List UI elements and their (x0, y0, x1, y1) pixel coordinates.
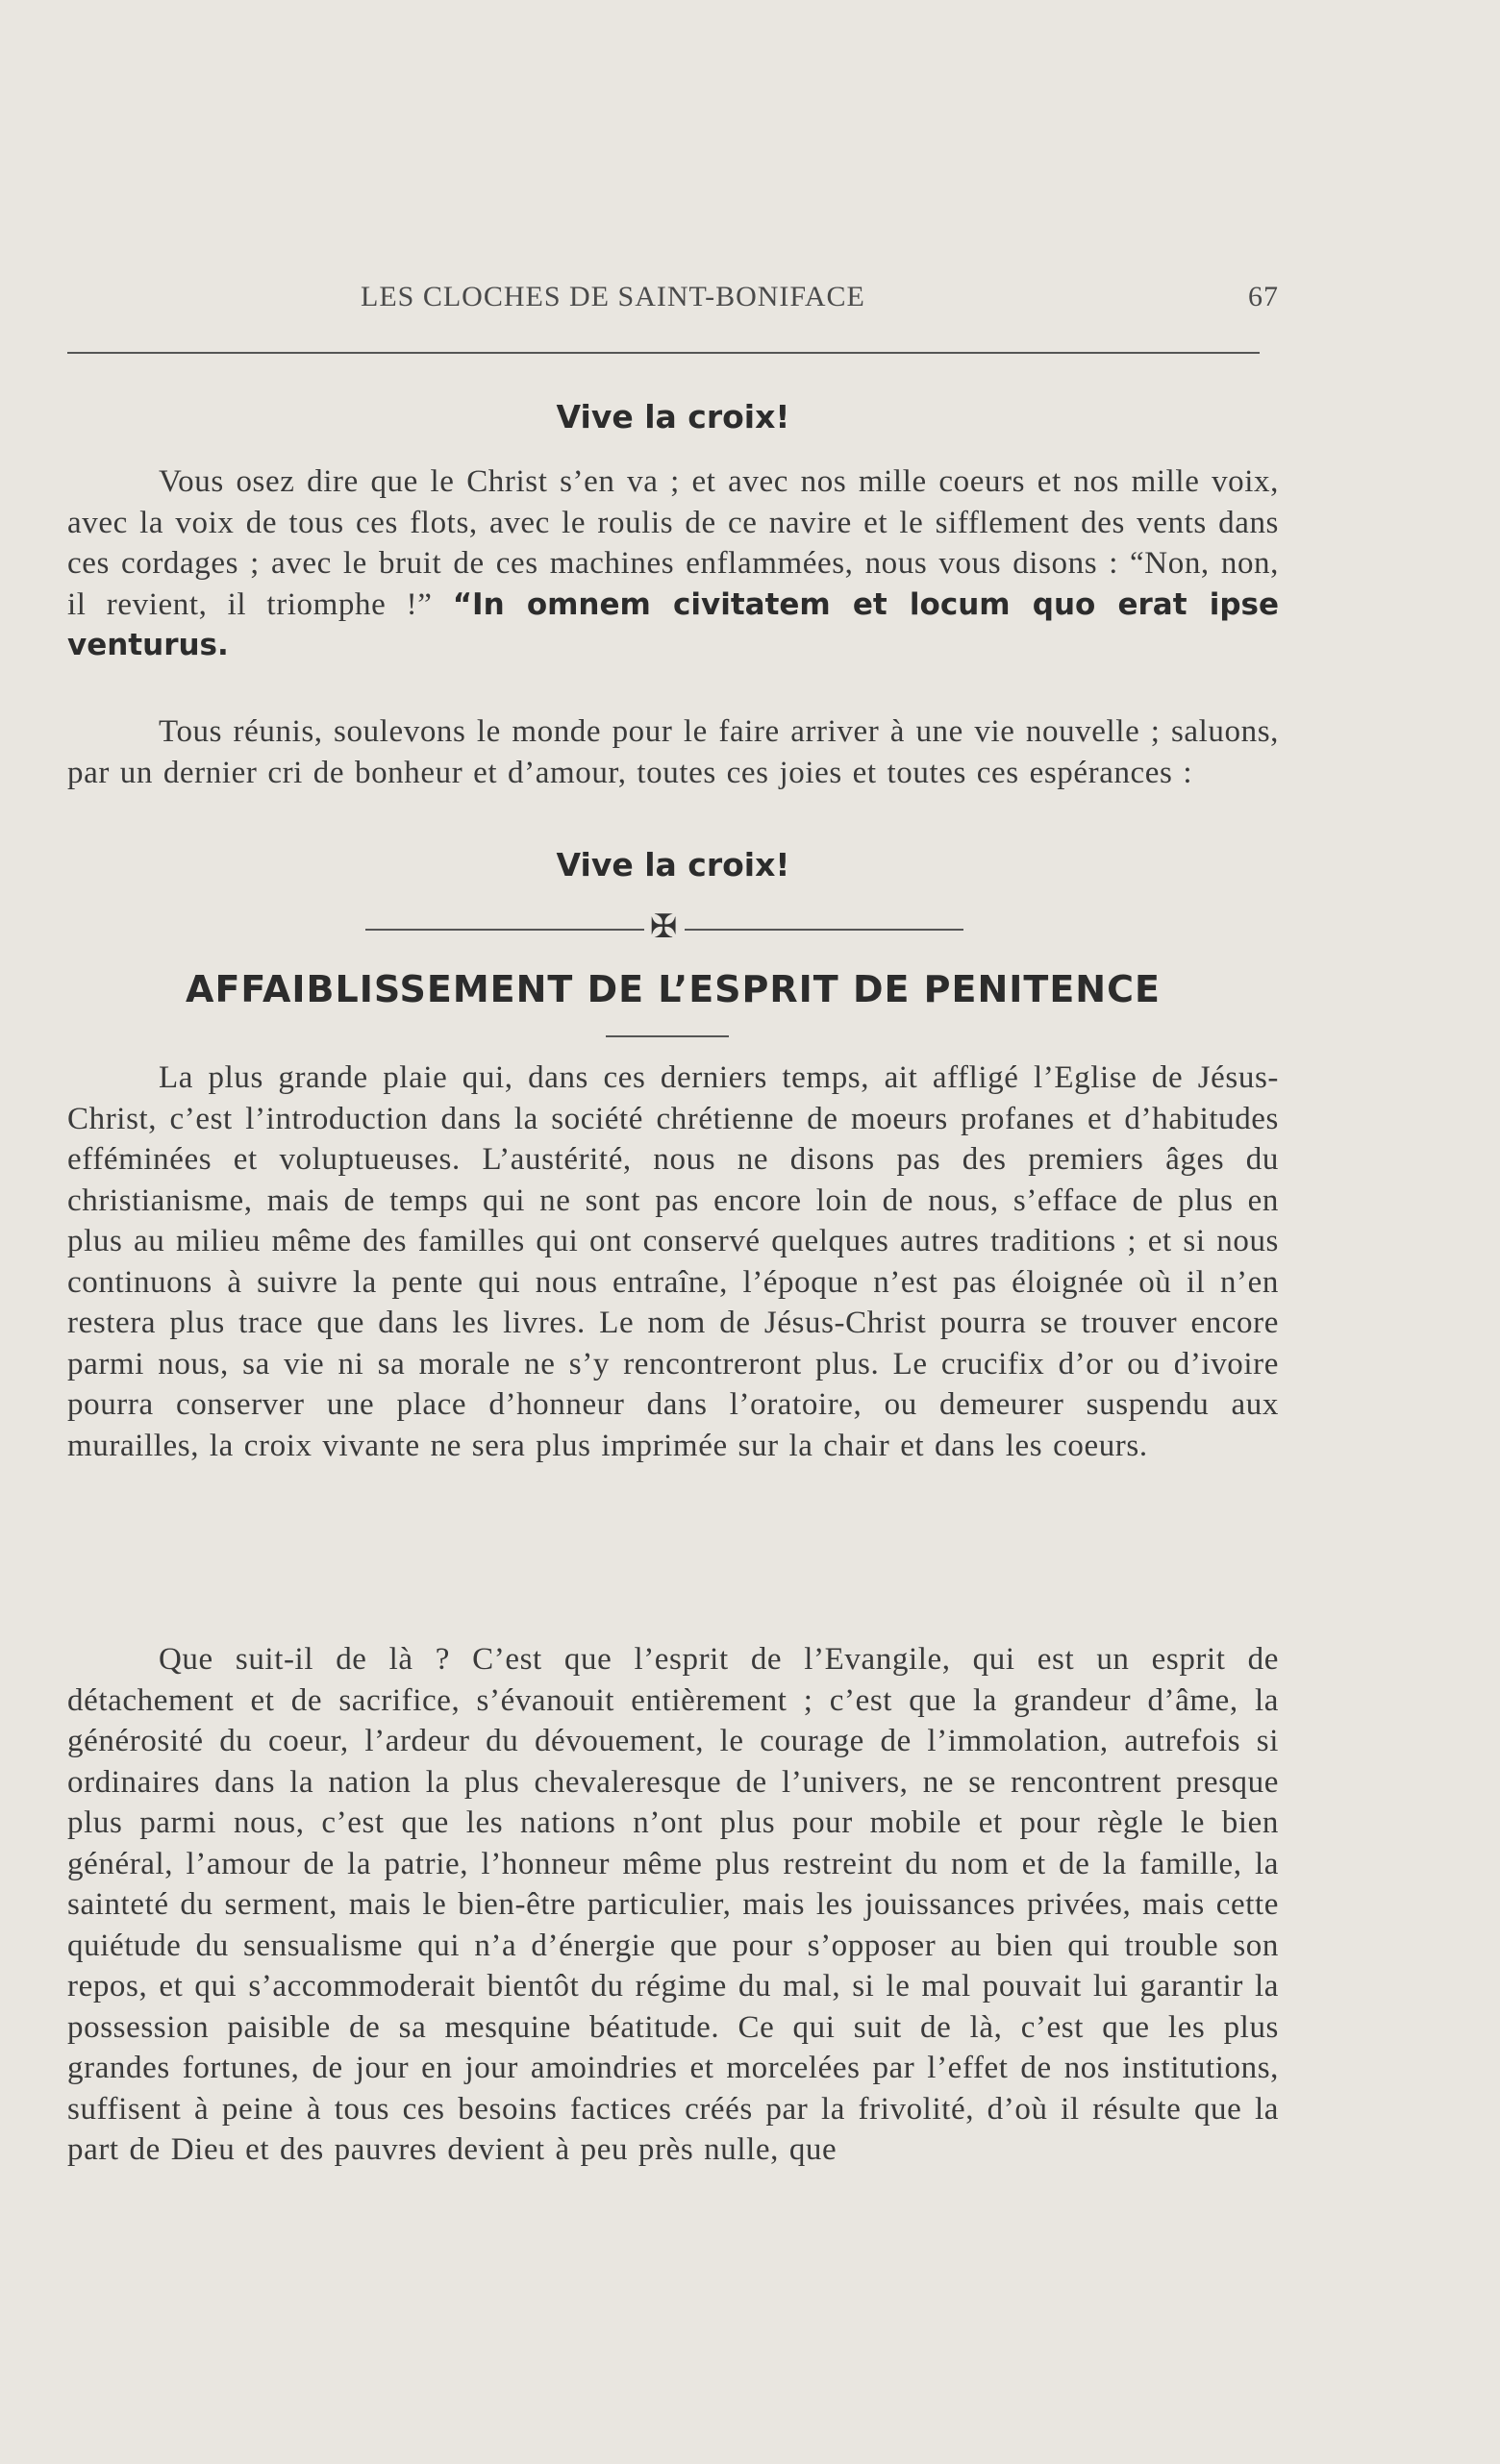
section-title: AFFAIBLISSEMENT DE L’ESPRIT DE PENITENCE (186, 968, 1161, 1010)
paragraph-vous-osez-text: Vous osez dire que le Christ s’en va ; et avec nos mille coeurs et nos mille voix, avec la voix de tous ces flots, avec le roulis de ce navire et le sifflement des vents dans ces cordages ; avec le bruit de ces machines enflammées, nous vous disons : “Non, non, il revient, il triomphe !” (67, 464, 1279, 622)
book-page (67, 0, 1279, 2464)
section-heading-vive-la-croix: Vive la croix! (556, 398, 790, 436)
header-rule (67, 352, 1260, 354)
closing-vive-la-croix: Vive la croix! (556, 846, 790, 884)
paragraph-que-suit-il: Que suit-il de là ? C’est que l’esprit de l’Evangile, qui est un esprit de détachement et de sacrifice, s’évanouit entièrement ; c’est que la grandeur d’âme, la générosité du coeur, l’ardeur du dévouement, le courage de l’immolation, autrefois si ordinaires dans la nation la plus chevaleresque de l’univers, ne se rencontrent presque plus parmi nous, c’est que les nations n’ont plus pour mobile et pour règle le bien général, l’amour de la patrie, l’honneur même plus restreint du nom et de la famille, la sainteté du serment, mais le bien-être particulier, mais les jouissances privées, mais cette quiétude du sensualisme qui n’a d’énergie que pour s’opposer au bien qui trouble son repos, et qui s’accommoderait bientôt du régime du mal, si le mal pouvait lui garantir la possession paisible de sa mesquine béatitude. Ce qui suit de là, c’est que les plus grandes fortunes, de jour en jour amoindries et morcelées par l’effet de nos institutions, suffisent à peine à tous ces besoins factices créés par la frivolité, d’où il résulte que la part de Dieu et des pauvres devient à peu près nulle, que (67, 1642, 1279, 2167)
running-title: LES CLOCHES DE SAINT-BONIFACE (361, 281, 865, 312)
paragraph-vous-osez (67, 461, 1279, 666)
latin-quotation: “In omnem civitatem et locum quo erat ipse venturus. (67, 586, 1280, 662)
running-header (67, 281, 1279, 319)
paragraph-la-plus-grande-plaie: La plus grande plaie qui, dans ces derniers temps, ait affligé l’Eglise de Jésus-Christ, c’est l’introduction dans la société chrétienne de moeurs profanes et d’habitudes efféminées et voluptueuses. L’austérité, nous ne disons pas des premiers âges du christianisme, mais de temps qui ne sont pas encore loin de nous, s’efface de plus en plus au milieu même des familles qui ont conservé quelques autres traditions ; et si nous continuons à suivre la pente qui nous entraîne, l’époque n’est pas éloignée où il n’en restera plus trace que dans les livres. Le nom de Jésus-Christ pourra se trouver encore parmi nous, sa vie ni sa morale ne s’y rencontreront plus. Le crucifix d’or ou d’ivoire pourra conserver une place d’honneur dans l’oratoire, ou demeurer suspendu aux murailles, la croix vivante ne sera plus imprimée sur la chair et dans les coeurs. (67, 1060, 1279, 1463)
page-number: 67 (1248, 281, 1279, 312)
ornament-line-right (685, 929, 963, 931)
maltese-cross-icon: ✠ (649, 908, 678, 946)
section-title-rule (606, 1035, 729, 1037)
ornament-divider (67, 908, 1279, 947)
ornament-line-left (365, 929, 644, 931)
paragraph-tous-reunis: Tous réunis, soulevons le monde pour le faire arriver à une vie nouvelle ; saluons, par un dernier cri de bonheur et d’amour, toutes ces joies et toutes ces espérances : (67, 714, 1279, 790)
